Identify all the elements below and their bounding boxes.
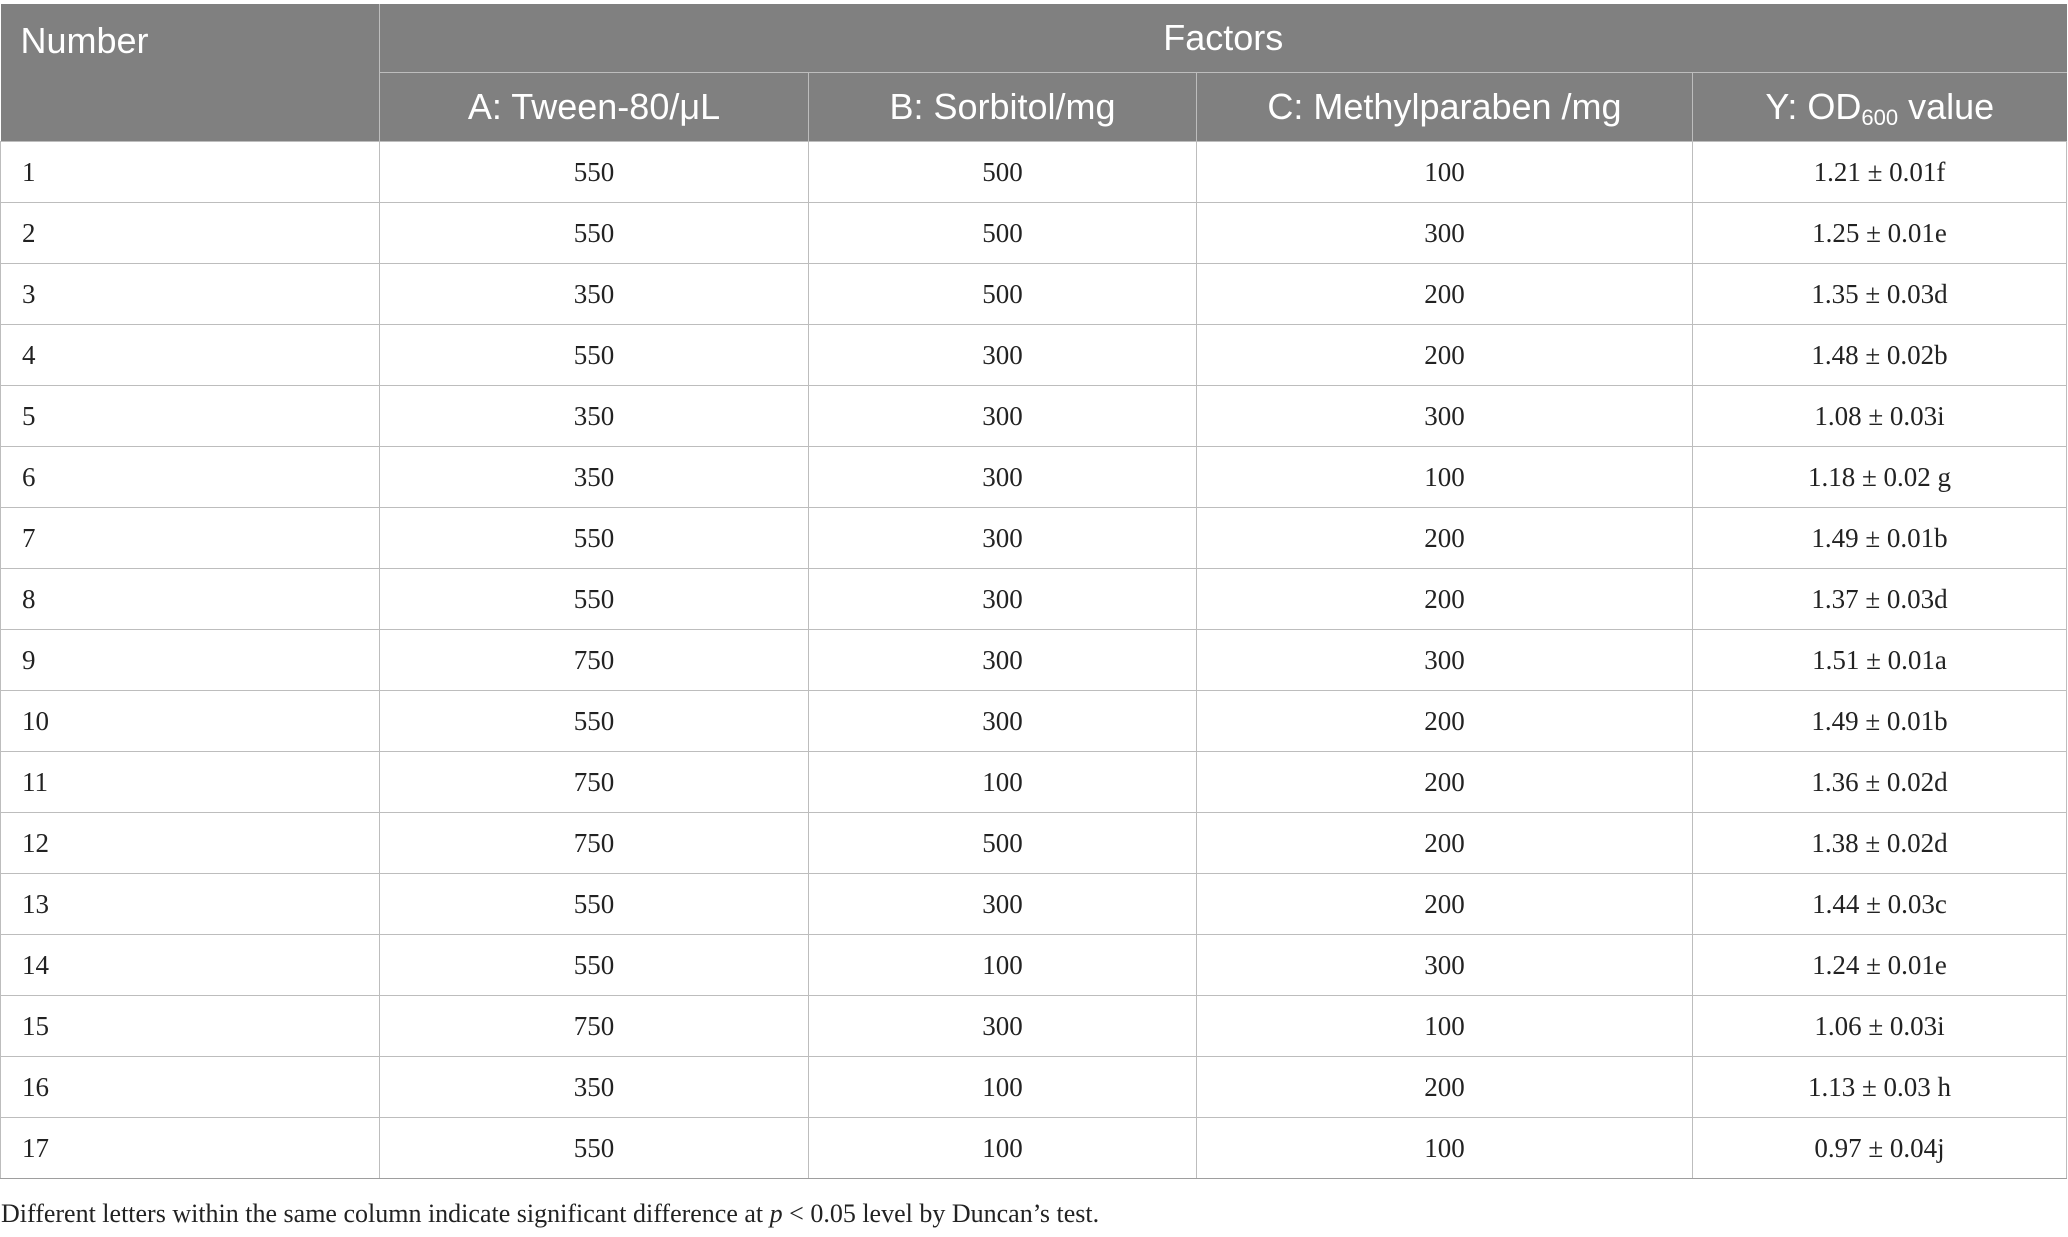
cell-methylparaben: 100 bbox=[1197, 1118, 1693, 1179]
footnote-p-symbol: p bbox=[769, 1199, 783, 1228]
cell-od600: 1.36 ± 0.02d bbox=[1693, 752, 2067, 813]
cell-methylparaben: 200 bbox=[1197, 691, 1693, 752]
table-row bbox=[1, 264, 2067, 325]
cell-sorbitol: 300 bbox=[809, 630, 1197, 691]
cell-od600: 1.49 ± 0.01b bbox=[1693, 691, 2067, 752]
cell-methylparaben: 300 bbox=[1197, 630, 1693, 691]
cell-od600: 0.97 ± 0.04j bbox=[1693, 1118, 2067, 1179]
table-row bbox=[1, 813, 2067, 874]
header-col-a: A: Tween-80/μL bbox=[380, 73, 809, 142]
cell-methylparaben: 100 bbox=[1197, 447, 1693, 508]
header-col-b: B: Sorbitol/mg bbox=[809, 73, 1197, 142]
cell-tween80: 750 bbox=[380, 630, 809, 691]
cell-od600: 1.06 ± 0.03i bbox=[1693, 996, 2067, 1057]
cell-methylparaben: 200 bbox=[1197, 813, 1693, 874]
cell-number: 10 bbox=[1, 691, 380, 752]
cell-number: 13 bbox=[1, 874, 380, 935]
cell-number: 1 bbox=[1, 142, 380, 203]
cell-sorbitol: 300 bbox=[809, 569, 1197, 630]
cell-methylparaben: 200 bbox=[1197, 264, 1693, 325]
cell-tween80: 750 bbox=[380, 813, 809, 874]
cell-sorbitol: 300 bbox=[809, 691, 1197, 752]
cell-tween80: 350 bbox=[380, 1057, 809, 1118]
cell-methylparaben: 300 bbox=[1197, 935, 1693, 996]
cell-tween80: 550 bbox=[380, 691, 809, 752]
cell-sorbitol: 300 bbox=[809, 996, 1197, 1057]
cell-tween80: 550 bbox=[380, 569, 809, 630]
cell-tween80: 750 bbox=[380, 752, 809, 813]
cell-sorbitol: 500 bbox=[809, 813, 1197, 874]
header-col-y-suffix: value bbox=[1898, 86, 1995, 127]
table-row bbox=[1, 203, 2067, 264]
cell-number: 15 bbox=[1, 996, 380, 1057]
results-table-container bbox=[0, 4, 2066, 1179]
cell-tween80: 750 bbox=[380, 996, 809, 1057]
cell-od600: 1.18 ± 0.02 g bbox=[1693, 447, 2067, 508]
cell-tween80: 550 bbox=[380, 1118, 809, 1179]
cell-sorbitol: 100 bbox=[809, 1057, 1197, 1118]
cell-tween80: 550 bbox=[380, 325, 809, 386]
cell-od600: 1.38 ± 0.02d bbox=[1693, 813, 2067, 874]
cell-od600: 1.37 ± 0.03d bbox=[1693, 569, 2067, 630]
cell-methylparaben: 200 bbox=[1197, 325, 1693, 386]
cell-od600: 1.35 ± 0.03d bbox=[1693, 264, 2067, 325]
cell-methylparaben: 300 bbox=[1197, 386, 1693, 447]
table-row bbox=[1, 1118, 2067, 1179]
cell-number: 2 bbox=[1, 203, 380, 264]
cell-sorbitol: 500 bbox=[809, 142, 1197, 203]
cell-od600: 1.49 ± 0.01b bbox=[1693, 508, 2067, 569]
table-row bbox=[1, 630, 2067, 691]
table-row bbox=[1, 569, 2067, 630]
cell-od600: 1.24 ± 0.01e bbox=[1693, 935, 2067, 996]
cell-sorbitol: 300 bbox=[809, 447, 1197, 508]
cell-methylparaben: 200 bbox=[1197, 508, 1693, 569]
cell-tween80: 350 bbox=[380, 386, 809, 447]
table-row bbox=[1, 1057, 2067, 1118]
cell-sorbitol: 300 bbox=[809, 508, 1197, 569]
cell-number: 7 bbox=[1, 508, 380, 569]
cell-tween80: 550 bbox=[380, 935, 809, 996]
cell-number: 14 bbox=[1, 935, 380, 996]
header-number: Number bbox=[1, 4, 380, 142]
cell-sorbitol: 100 bbox=[809, 752, 1197, 813]
cell-od600: 1.08 ± 0.03i bbox=[1693, 386, 2067, 447]
cell-sorbitol: 300 bbox=[809, 386, 1197, 447]
header-col-y-prefix: Y: OD bbox=[1765, 86, 1862, 127]
cell-number: 3 bbox=[1, 264, 380, 325]
footnote-text-before: Different letters within the same column indicate significant difference at bbox=[1, 1199, 770, 1228]
cell-number: 5 bbox=[1, 386, 380, 447]
cell-od600: 1.44 ± 0.03c bbox=[1693, 874, 2067, 935]
cell-methylparaben: 100 bbox=[1197, 996, 1693, 1057]
cell-sorbitol: 300 bbox=[809, 325, 1197, 386]
cell-od600: 1.13 ± 0.03 h bbox=[1693, 1057, 2067, 1118]
cell-number: 4 bbox=[1, 325, 380, 386]
table-row bbox=[1, 752, 2067, 813]
table-row bbox=[1, 874, 2067, 935]
cell-od600: 1.51 ± 0.01a bbox=[1693, 630, 2067, 691]
cell-methylparaben: 200 bbox=[1197, 752, 1693, 813]
table-row bbox=[1, 447, 2067, 508]
cell-methylparaben: 200 bbox=[1197, 874, 1693, 935]
cell-tween80: 550 bbox=[380, 874, 809, 935]
cell-number: 11 bbox=[1, 752, 380, 813]
header-factors: Factors bbox=[380, 4, 2067, 73]
cell-tween80: 350 bbox=[380, 264, 809, 325]
cell-tween80: 550 bbox=[380, 508, 809, 569]
table-header bbox=[1, 4, 2067, 142]
cell-sorbitol: 500 bbox=[809, 203, 1197, 264]
table-row bbox=[1, 935, 2067, 996]
cell-number: 6 bbox=[1, 447, 380, 508]
table-footnote bbox=[1, 1199, 1099, 1229]
footnote-text-after: < 0.05 level by Duncan’s test. bbox=[782, 1199, 1100, 1228]
cell-methylparaben: 100 bbox=[1197, 142, 1693, 203]
cell-methylparaben: 300 bbox=[1197, 203, 1693, 264]
table-body bbox=[1, 142, 2067, 1179]
cell-number: 17 bbox=[1, 1118, 380, 1179]
table-row bbox=[1, 508, 2067, 569]
cell-sorbitol: 500 bbox=[809, 264, 1197, 325]
cell-sorbitol: 300 bbox=[809, 874, 1197, 935]
cell-number: 16 bbox=[1, 1057, 380, 1118]
table-row bbox=[1, 142, 2067, 203]
table-row bbox=[1, 691, 2067, 752]
cell-tween80: 550 bbox=[380, 142, 809, 203]
cell-sorbitol: 100 bbox=[809, 935, 1197, 996]
factors-results-table bbox=[0, 4, 2067, 1179]
cell-od600: 1.25 ± 0.01e bbox=[1693, 203, 2067, 264]
cell-number: 9 bbox=[1, 630, 380, 691]
header-col-y-subscript: 600 bbox=[1861, 105, 1899, 130]
table-row bbox=[1, 386, 2067, 447]
cell-number: 12 bbox=[1, 813, 380, 874]
cell-tween80: 350 bbox=[380, 447, 809, 508]
table-row bbox=[1, 325, 2067, 386]
cell-methylparaben: 200 bbox=[1197, 569, 1693, 630]
table-row bbox=[1, 996, 2067, 1057]
header-col-y bbox=[1693, 73, 2067, 142]
cell-od600: 1.21 ± 0.01f bbox=[1693, 142, 2067, 203]
header-col-c: C: Methylparaben /mg bbox=[1197, 73, 1693, 142]
cell-methylparaben: 200 bbox=[1197, 1057, 1693, 1118]
cell-od600: 1.48 ± 0.02b bbox=[1693, 325, 2067, 386]
cell-number: 8 bbox=[1, 569, 380, 630]
cell-sorbitol: 100 bbox=[809, 1118, 1197, 1179]
cell-tween80: 550 bbox=[380, 203, 809, 264]
